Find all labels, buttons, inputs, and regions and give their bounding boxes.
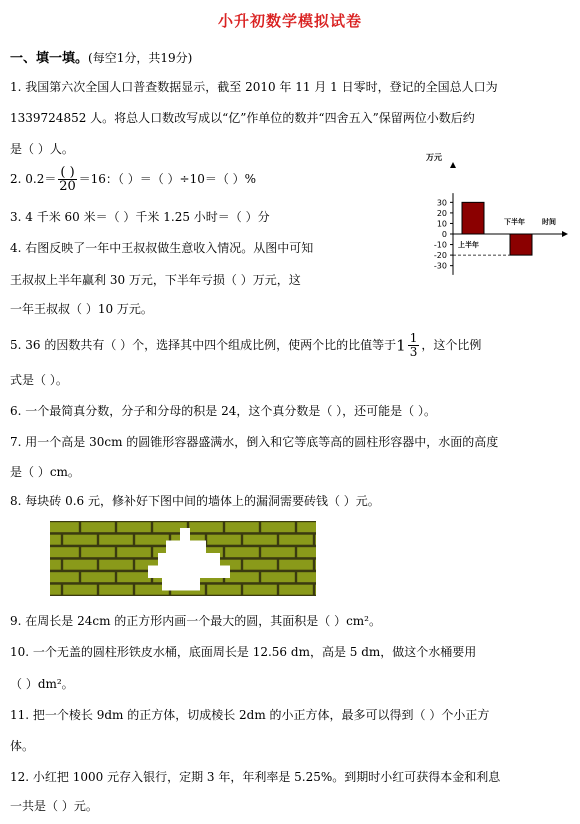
brick: [117, 547, 151, 557]
y-tick-label: 30: [436, 198, 447, 208]
question-5-denominator: 3: [409, 345, 418, 359]
bar-first-half: [462, 202, 484, 234]
question-5-prefix: 5. 36 的因数共有（ ）个，选择其中四个组成比例，使两个比的比值等于: [10, 338, 397, 352]
brick: [315, 535, 320, 545]
question-5-mixed-number: [396, 332, 421, 359]
brick: [315, 585, 320, 595]
question-11-line-2: 体。: [10, 739, 35, 753]
brick: [189, 522, 223, 532]
question-5-line-1: [10, 332, 481, 359]
brick: [261, 547, 295, 557]
brick: [117, 522, 151, 532]
brick: [99, 535, 133, 545]
question-3: 3. 4 千米 60 米＝（ ）千米 1.25 小时＝（ ）分: [10, 210, 270, 224]
x-axis-label: 时间: [542, 218, 556, 226]
brick: [225, 547, 259, 557]
category-label: 上半年: [458, 241, 479, 249]
brick: [50, 560, 61, 570]
brick: [50, 585, 61, 595]
y-tick-label: -20: [433, 251, 447, 261]
question-2: [10, 166, 256, 193]
brick: [50, 547, 79, 557]
section-note: (每空1分，共19分): [88, 51, 193, 65]
brick: [81, 547, 115, 557]
brick: [50, 572, 79, 582]
question-5-whole: 1: [396, 336, 406, 355]
question-1-line-2: 1339724852 人。将总人口数改写成以“亿”作单位的数并“四舍五入”保留两位小数后约: [10, 111, 475, 125]
y-tick-label: -30: [433, 261, 447, 271]
x-axis-arrow: [562, 231, 568, 237]
question-2-fraction-denominator: 20: [59, 179, 76, 194]
category-label: 下半年: [504, 218, 525, 226]
brick: [279, 535, 313, 545]
brick: [315, 560, 320, 570]
y-tick-label: 10: [436, 219, 447, 229]
brick: [50, 535, 61, 545]
question-4-line-2: 王叔叔上半年赢利 30 万元，下半年亏损（ ）万元，这: [10, 273, 301, 287]
question-2-prefix: 2. 0.2＝: [10, 172, 57, 186]
question-4-line-3: 一年王叔叔（ ）10 万元。: [10, 302, 153, 316]
question-12-line-1: 12. 小红把 1000 元存入银行，定期 3 年，年利率是 5.25%。到期时小红可获得本金和利息: [10, 770, 501, 784]
brick: [81, 522, 115, 532]
brick: [297, 547, 320, 557]
brick: [99, 585, 133, 595]
brick: [207, 585, 241, 595]
question-1-line-3: 是（ ）人。: [10, 142, 74, 156]
question-7-line-1: 7. 用一个高是 30cm 的圆锥形容器盛满水，倒入和它等底等高的圆柱形容器中，水面的高度: [10, 435, 499, 449]
brick: [243, 535, 277, 545]
brick-wall-figure: [50, 521, 320, 597]
brick: [279, 560, 313, 570]
brick: [135, 535, 169, 545]
brick: [261, 522, 295, 532]
brick: [225, 572, 259, 582]
brick: [207, 535, 241, 545]
brick: [243, 585, 277, 595]
question-10-line-2: （ ）dm²。: [10, 677, 74, 691]
question-2-suffix: ＝16：（ ）＝（ ）÷10＝（ ）%: [78, 172, 257, 186]
y-axis-arrow: [450, 162, 456, 168]
question-12-line-2: 一共是（ ）元。: [10, 799, 98, 813]
brick: [117, 572, 151, 582]
question-9: 9. 在周长是 24cm 的正方形内画一个最大的圆，其面积是（ ）cm²。: [10, 614, 381, 628]
question-5-line-2: 式是（ ）。: [10, 373, 68, 387]
question-7-line-2: 是（ ）cm。: [10, 465, 80, 479]
brick: [63, 560, 97, 570]
question-8: 8. 每块砖 0.6 元，修补好下图中间的墙体上的漏洞需要砖钱（ ）元。: [10, 494, 380, 508]
income-bar-chart: [420, 150, 570, 312]
question-4-line-1: 4. 右图反映了一年中王叔叔做生意收入情况。从图中可知: [10, 241, 314, 255]
brick: [261, 572, 295, 582]
question-5-numerator: 1: [409, 331, 418, 345]
brick: [63, 585, 97, 595]
question-5-fraction: [408, 332, 420, 359]
question-2-fraction: [58, 166, 76, 193]
brick: [50, 522, 79, 532]
section-heading: [10, 47, 192, 66]
bar-second-half: [510, 234, 532, 255]
question-11-line-1: 11. 把一个棱长 9dm 的正方体，切成棱长 2dm 的小正方体，最多可以得到（ ）个小正方: [10, 708, 490, 722]
question-10-line-1: 10. 一个无盖的圆柱形铁皮水桶，底面周长是 12.56 dm，高是 5 dm，做这个水桶要用: [10, 645, 477, 659]
section-label: 一、填一填。: [10, 51, 89, 66]
question-2-fraction-numerator: ( ): [60, 165, 75, 180]
brick: [81, 572, 115, 582]
question-6: 6. 一个最简真分数，分子和分母的积是 24，这个真分数是（ ），还可能是（ ）。: [10, 404, 436, 418]
brick: [225, 522, 259, 532]
y-tick-label: 0: [441, 230, 447, 239]
y-axis-label: 万元: [426, 153, 442, 162]
question-1-line-1: 1. 我国第六次全国人口普查数据显示，截至 2010 年 11 月 1 日零时，登记的全国总人口为: [10, 80, 498, 94]
brick: [279, 585, 313, 595]
brick: [297, 572, 320, 582]
brick: [297, 522, 320, 532]
brick: [243, 560, 277, 570]
y-tick-label: 20: [436, 208, 447, 218]
brick: [63, 535, 97, 545]
question-5-suffix: ，这个比例: [421, 338, 482, 352]
brick: [99, 560, 133, 570]
page-title: 小升初数学模拟试卷: [217, 12, 362, 30]
y-tick-label: -10: [433, 240, 447, 250]
